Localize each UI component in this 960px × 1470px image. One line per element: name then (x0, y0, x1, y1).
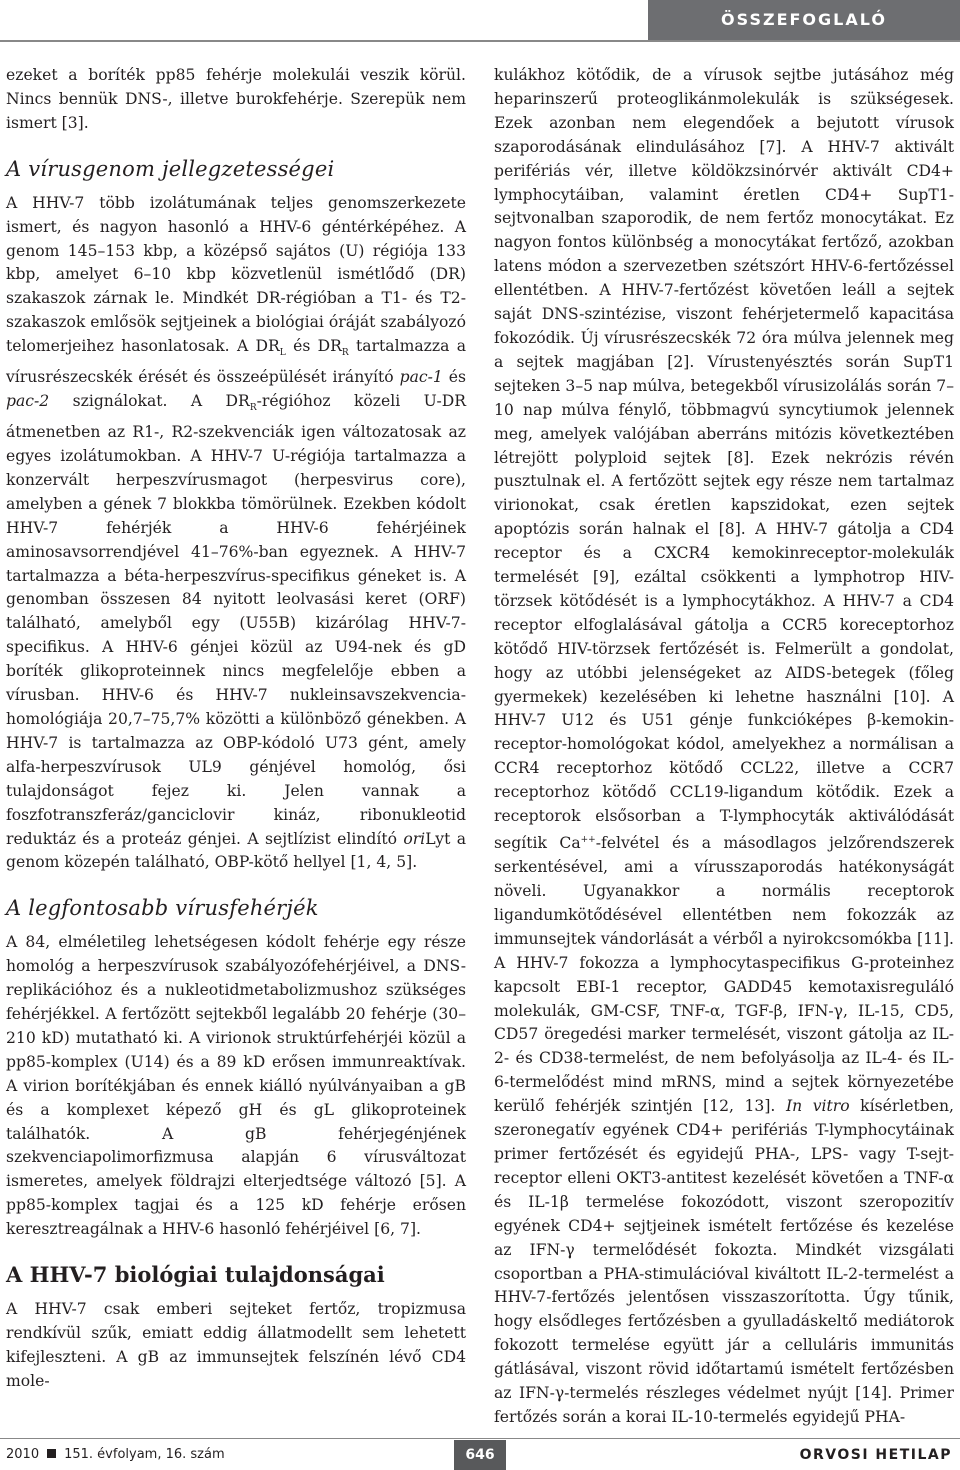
square-bullet-icon (47, 1449, 56, 1458)
italic-ori: ori (403, 829, 426, 848)
text-run: -felvétel és a másodlagos jelzőrendszerek serkentésével, ami a vírusszaporodás hatékonyságát növeli. Ugyanakkor a normális receptorok ligandumkötődésével ellentétben nem fokozzák az immunsejtek vándorlását a vérből a nyirokcsomókba [11]. A HHV-7 fokozza a lymphocytaspecifikus G-proteinhez kapcsolt EBI-1 receptor, GADD45 kemotaxisreguláló molekulák, GM-CSF, TNF-α, TGF-β, IFN-γ, IL-15, CD5, CD57 öregedési marker termelését, viszont gátolja az IL-2- és CD38-termelést, de nem befolyásolja az IL-4- és IL-6-termelődést mind mRNS, mind a sejtek környezetébe kerülő fehérjék szintjén [12, 13]. (494, 834, 955, 1116)
italic-pac2: pac-2 (6, 392, 50, 411)
page-number: 646 (454, 1440, 506, 1470)
section-title: ÖSSZEFOGLALÓ REFERÁTUMOK (648, 0, 960, 40)
genome-paragraph (6, 192, 466, 876)
subscript-r: R (341, 348, 349, 359)
text-run: kísérletben, szeronegatív egyének CD4+ perifériás T-lymphocytáinak primer fertőzését és egyidejű PHA-, LPS- vagy T-sejt-receptor elleni OKT3-antitest kezelését követően a TNF-α és IL-1β termelése fokozódott, viszont szeropozitív egyének CD4+ sejtjeinek ismételt fertőzése és kezelése az IFN-γ termelődését fokozta. Mindkét vizsgálati csoportban a PHA-stimulációval kiváltott IL-2-termelést a HHV-7-fertőzés jelentősen visszaszorította. Úgy tűnik, hogy elsődleges fertőzésben a gyulladáskeltő mediátorok fokozott termelése együtt jár a celluláris immunitás gátlásával, viszont rövid időtartamú ismételt fertőzésben az IFN-γ-termelés részleges védelmet nyújt [14]. Primer fertőzés során a korai IL-10-termelés egyidejű PHA- (494, 1097, 954, 1426)
section-heading-biology: A HHV-7 biológiai tulajdonságai (6, 1262, 385, 1288)
journal-name: ORVOSI HETILAP (799, 1447, 952, 1463)
text-run: tartalmazza a vírusrészecskék érését és összeépülését irányító (6, 337, 466, 387)
text-run: szignálokat. A DR (49, 392, 250, 411)
footer-issue: 151. évfolyam, 16. szám (64, 1447, 225, 1462)
biology-paragraph: A HHV-7 csak emberi sejteket fertőz, tropizmusa rendkívül szűk, emiatt eddig állatmodellt sem lehetett kifejleszteni. A gB az immunsejtek felszínén lévő CD4 mole- (6, 1300, 466, 1390)
text-run: Lyt a genom közepén található, OBP-kötő hellyel [1, 4, 5]. (6, 829, 466, 872)
text-run: -régióhoz közeli U-DR átmenetben az R1-, R2-szekvenciák igen változatosak az egyes izolátumokban. A HHV-7 U-régiója tartalmazza a konzervált herpeszvírusmagot (herpesvirus core), amelyben a gének 7 blokkba tömörülnek. Ezekben kódolt HHV-7 fehérjék a HHV-6 fehérjéinek aminosavsorrendjével 41–76%-ban egyeznek. A HHV-7 tartalmazza a béta-herpeszvírus-specifikus géneket is. A genomban összesen 84 nyitott leolvasási keret (ORF) található, amelyből egy (U55B) kizárólag HHV-7-specifikus. A HHV-6 génjei közül az U94-nek és gD boríték glikoproteinnek nincs megfelelője ebben a vírusban. HHV-6 és HHV-7 nukleinsavszekvencia-homológiája 20,7–75,7% közötti a különböző génekben. A HHV-7 is tartalmazza az OBP-kódoló U73 gént, amely alfa-herpeszvírusok UL9 génjével homológ, ősi tulajdonságot fejez ki. Jelen vannak a foszfotranszferáz/ganciclovir kináz, ribonukleotid reduktáz és a proteáz génjei. A sejtlízist elindító (6, 392, 466, 848)
subscript-r: R (249, 403, 257, 414)
proteins-paragraph: A 84, elméletileg lehetségesen kódolt fehérje egy része homológ a herpeszvírusok szabályozófehérjéivel, a DNS-replikációhoz és a nukleotidmetabolizmushoz szükséges fehérjékkel. A fertőzött sejtekből legalább 20 fehérje (30–210 kD) mutatható ki. A virionok struktúrfehérjéi közül a pp85-komplex (U14) és a 89 kD erősen immunreaktívak. A virion borítékjában és ennek kiálló nyúlványaiban a gB és a komplexet képező gH és gL glikoproteinek találhatók. A gB fehérjegénjének szekvenciapolimorfizmusa alapján 6 vírusváltozat ismeretes, amelyek földrajzi elterjedtsége változó [5]. A pp85-komplex tagjai és a 125 kD fehérje erősen keresztreagálnak a HHV-6 hasonló fehérjéivel [6, 7]. (6, 933, 466, 1239)
footer-issue-info (6, 1440, 225, 1470)
right-column (494, 64, 954, 1430)
superscript-plus: ++ (580, 835, 596, 845)
section-heading-proteins: A legfontosabb vírusfehérjék (6, 896, 319, 921)
footer-divider (0, 1438, 960, 1439)
text-run: és (442, 368, 466, 387)
section-heading-genome: A vírusgenom jellegzetességei (6, 156, 335, 181)
text-run: és DR (285, 337, 342, 356)
italic-pac1: pac-1 (399, 368, 443, 387)
biology-continued-paragraph (494, 64, 954, 1430)
intro-paragraph: ezeket a boríték pp85 fehérje molekulái veszik körül. Nincs bennük DNS-, illetve burokfehérje. Szerepük nem ismert [3]. (6, 66, 466, 132)
text-run: A HHV-7 több izolátumának teljes genomszerkezete ismert, és nagyon hasonló a HHV-6 géntérképéhez. A genom 145–153 kbp, a középső sajátos (U) régiója 133 kbp, amelyet 6–10 kbp közvetlenül ismétlődő (DR) szakaszok zárnak le. Mindkét DR-régióban a T1- és T2-szakaszok emlősök sejtjeinek a biológiai óráját szabályozó telomerjeihez hasonlatosak. A DR (6, 193, 466, 356)
italic-in-vitro: In vitro (785, 1097, 850, 1116)
left-column (6, 64, 466, 1394)
footer-year: 2010 (6, 1447, 40, 1462)
header-divider (0, 40, 960, 42)
text-run: kulákhoz kötődik, de a vírusok sejtbe jutásához még heparinszerű proteoglikánmolekulák is szükségesek. Ezek azonban nem elegendőek a bejutott vírusok szaporodásának elindulásához [7]. A HHV-7 aktivált perifériás vér, illetve köldökzsinórvér aktivált CD4+ lymphocytáiban, valamint éretlen CD4+ SupT1-sejtvonalban szaporodik, de nem fertőz monocytákat. Ez nagyon fontos különbség a monocytákat fertőző, azokban latens módon a szervezetben szétszórt HHV-6-fertőzéssel ellentétben. A HHV-7-fertőzést követően leáll a sejtek saját DNS-szintézise, viszont fehérjetermelő kapacitása fokozódik. Új vírusrészecskék 72 óra múlva jelennek meg a sejtek magjában [2]. Vírustenyésztés során SupT1 sejteken 3–5 nap múlva, betegekből vírusizolálás során 7–10 nap múlva fénylő, többmagvú syncytiumok jelennek meg, amelyek valójában aberráns mitózis következtében létrejött polyploid sejtek [8]. Ezek nekrózis révén pusztulnak el. A fertőzött sejtek egy része nem tartalmaz virionokat, csak éretlen kapszidokat, ezen sejtek apoptózis során halnak el [8]. A HHV-7 gátolja a CD4 receptor és a CXCR4 kemokinreceptor-molekulák termelését [9], ezáltal csökkenti a lymphotrop HIV-törzsek kötődését is a lymphocytákhoz. A HHV-7 a CD4 receptor elfoglalásával gátolja a CCR5 koreceptorhoz kötődő HIV-törzsek fertőzését is. Felmerült a gondolat, hogy az utóbbi jelenségeket az AIDS-betegek (főleg gyermekek) kezelésében ki lehetne használni [10]. A HHV-7 U12 és U51 génje funkcióképes β-kemokin-receptor-homológokat kódol, amelyekhez a normálisan a CCR4 receptorhoz kötődő CCL22, illetve a CCR7 receptorhoz kötődő CCL19-ligandum kötődik. Ezek a receptorok elsősorban a T-lymphocyták aktiválódását segítik Ca (494, 66, 954, 853)
subscript-l: L (279, 348, 286, 359)
